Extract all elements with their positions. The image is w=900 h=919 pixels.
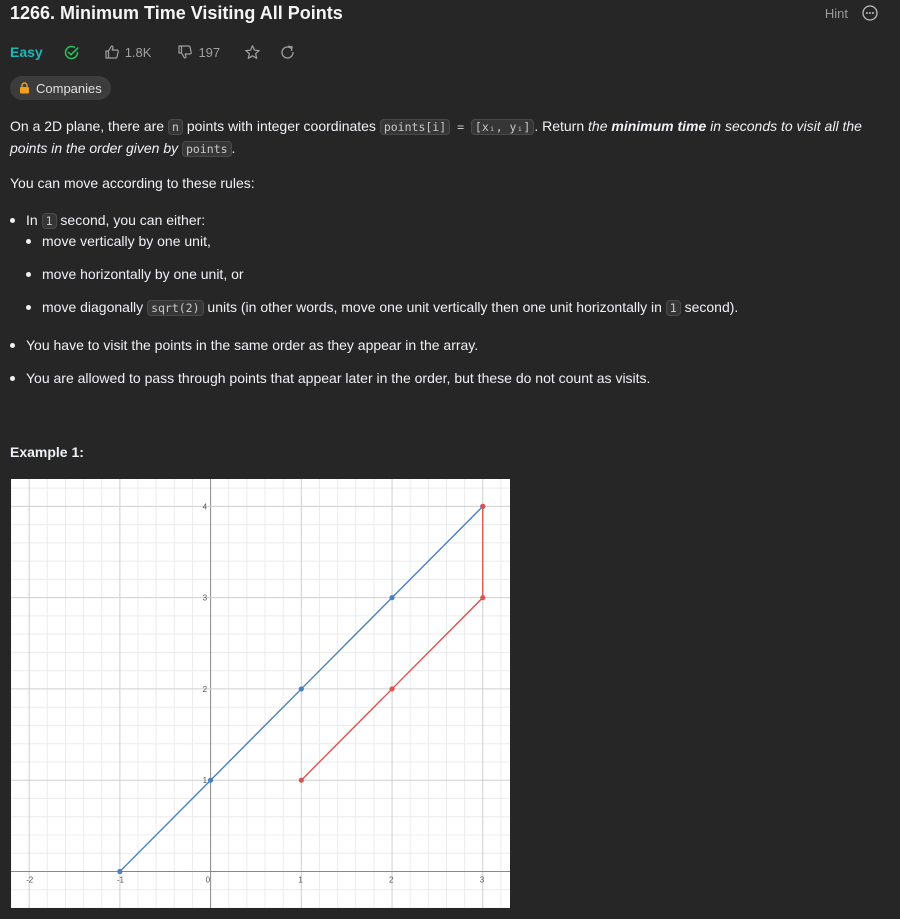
code-xy: [xᵢ, yᵢ] — [471, 119, 534, 135]
bullet-icon — [10, 218, 15, 223]
bullet-icon — [26, 239, 31, 244]
sub-rule-item-1 — [26, 233, 211, 249]
y-tick-label: 3 — [202, 593, 208, 603]
rules-intro: You can move according to these rules: — [10, 175, 255, 191]
problem-meta — [10, 42, 296, 62]
text: . Return — [534, 118, 589, 134]
code-points-i: points[i] — [380, 119, 450, 135]
red-path-point — [299, 778, 304, 783]
text: points in the order given by — [10, 140, 182, 156]
rule-item-1 — [10, 212, 205, 228]
thumbs-up-icon — [104, 44, 120, 60]
problem-description — [10, 116, 886, 160]
text: second). — [680, 299, 739, 315]
example-plot — [11, 479, 510, 908]
thumbs-down-icon — [177, 44, 193, 60]
emphasis-minimum-time: minimum time — [611, 118, 707, 134]
text: On a 2D plane, there are — [10, 118, 168, 134]
red-path-point — [480, 595, 485, 600]
sub-rule-item-3 — [26, 299, 738, 315]
x-tick-label: -1 — [116, 875, 124, 885]
like-button[interactable] — [104, 44, 152, 60]
like-count: 1.8K — [124, 44, 152, 60]
y-tick-label: 1 — [202, 776, 208, 786]
text: points with integer coordinates — [182, 118, 380, 134]
text: in seconds to visit all the — [706, 118, 862, 134]
dislike-button[interactable] — [177, 44, 220, 60]
text: second, you can either: — [56, 212, 206, 228]
blue-path-point — [299, 686, 304, 691]
text: units (in other words, move one unit vertically then one unit horizontally in — [203, 299, 666, 315]
blue-path-point — [117, 869, 122, 874]
x-tick-label: 3 — [479, 875, 485, 885]
text: You have to visit the points in the same order as they appear in the array. — [26, 337, 479, 353]
text: You are allowed to pass through points that appear later in the order, but these do not count as visits. — [26, 370, 651, 386]
x-tick-label: -2 — [26, 875, 34, 885]
sub-rule-item-2 — [26, 266, 244, 282]
x-tick-label: 0 — [205, 875, 211, 885]
code-n: n — [168, 119, 183, 135]
lock-icon — [19, 82, 30, 94]
problem-title: 1266. Minimum Time Visiting All Points — [10, 3, 343, 23]
description-paragraph — [10, 116, 886, 160]
blue-path-point — [389, 595, 394, 600]
text: the — [588, 118, 612, 134]
header-actions — [825, 5, 878, 21]
code-sqrt2: sqrt(2) — [147, 300, 203, 316]
blue-path-point — [208, 778, 213, 783]
bullet-icon — [10, 343, 15, 348]
star-icon[interactable] — [244, 44, 261, 61]
code-1: 1 — [42, 213, 57, 229]
x-tick-label: 1 — [298, 875, 303, 885]
companies-label: Companies — [36, 80, 102, 96]
text: In — [26, 212, 42, 228]
text: move diagonally — [42, 299, 148, 315]
example-heading: Example 1: — [10, 444, 84, 460]
example-chart — [11, 479, 510, 908]
text: move horizontally by one unit, or — [42, 266, 244, 282]
more-options-icon[interactable] — [862, 5, 878, 21]
hint-button[interactable]: Hint — [824, 5, 848, 21]
red-path-point — [480, 504, 485, 509]
bullet-icon — [10, 376, 15, 381]
companies-button[interactable] — [10, 76, 111, 100]
code-1: 1 — [666, 300, 681, 316]
dislike-count: 197 — [198, 44, 221, 60]
solved-check-icon — [63, 44, 80, 61]
difficulty-badge: Easy — [10, 44, 43, 60]
refresh-icon[interactable] — [279, 44, 296, 61]
x-tick-label: 2 — [389, 875, 394, 885]
text: . — [231, 140, 236, 156]
y-tick-label: 4 — [202, 502, 208, 512]
code-points: points — [182, 141, 232, 157]
rule-item-2 — [10, 337, 478, 353]
red-path-point — [389, 686, 394, 691]
bullet-icon — [26, 272, 31, 277]
text: move vertically by one unit, — [42, 233, 211, 249]
rule-item-3 — [10, 370, 650, 386]
code-equals: = — [450, 120, 471, 134]
y-tick-label: 2 — [202, 684, 208, 694]
bullet-icon — [26, 305, 31, 310]
